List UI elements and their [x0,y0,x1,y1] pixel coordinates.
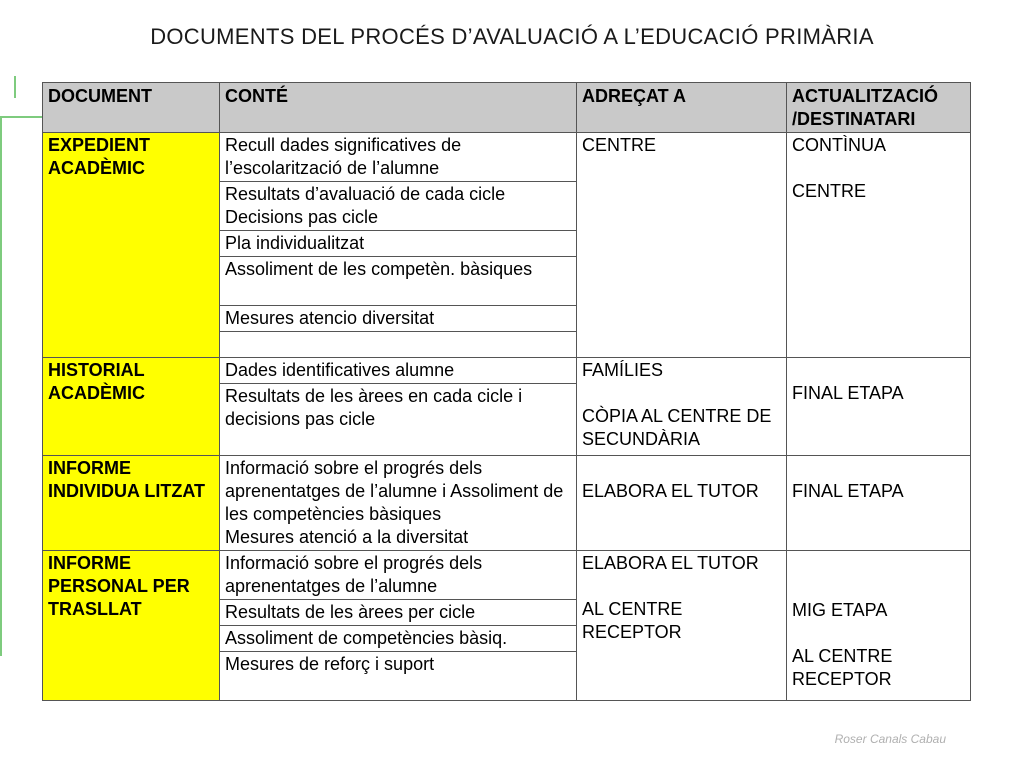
page-title: DOCUMENTS DEL PROCÉS D’AVALUACIÓ A L’EDUCACIÓ PRIMÀRIA [150,24,874,49]
conte-cell: Dades identificatives alumne [220,358,577,384]
doc-individualitzat: INFORME INDIVIDUA LITZAT [43,456,220,551]
conte-cell: Pla individualitzat [220,231,577,257]
conte-cell: Recull dades significatives de l’escolarització de l’alumne [220,133,577,182]
conte-cell: Resultats d’avaluació de cada cicle Decisions pas cicle [220,182,577,231]
adrecat-cell: ELABORA EL TUTOR [577,456,787,551]
actualitzacio-cell: CONTÌNUA CENTRE [787,133,971,358]
documents-table [42,82,971,701]
decorative-line [14,76,16,98]
actualitzacio-cell: MIG ETAPA AL CENTRE RECEPTOR [787,551,971,701]
conte-cell: Assoliment de competències bàsiq. [220,626,577,652]
conte-cell: Informació sobre el progrés dels aprenentatges de l’alumne [220,551,577,600]
adrecat-cell: CENTRE [577,133,787,358]
conte-cell: Resultats de les àrees per cicle [220,600,577,626]
actualitzacio-cell: FINAL ETAPA [787,456,971,551]
conte-cell: Mesures atencio diversitat [220,306,577,332]
adrecat-cell: FAMÍLIES CÒPIA AL CENTRE DE SECUNDÀRIA [577,358,787,456]
doc-trasllat: INFORME PERSONAL PER TRASLLAT [43,551,220,701]
decorative-bracket [0,116,44,656]
header-conte: CONTÉ [220,83,577,133]
table-row [43,551,971,600]
conte-cell: Mesures de reforç i suport [220,652,577,701]
header-adrecat: ADREÇAT A [577,83,787,133]
author-credit: Roser Canals Cabau [834,732,946,746]
table-row [43,133,971,182]
table-row [43,456,971,551]
header-document: DOCUMENT [43,83,220,133]
conte-cell: Resultats de les àrees en cada cicle i decisions pas cicle [220,384,577,456]
doc-expedient: EXPEDIENT ACADÈMIC [43,133,220,358]
header-actualitzacio: ACTUALITZACIÓ /DESTINATARI [787,83,971,133]
adrecat-cell: ELABORA EL TUTOR AL CENTRE RECEPTOR [577,551,787,701]
conte-cell: Informació sobre el progrés dels aprenentatges de l’alumne i Assoliment de les competències bàsiques Mesures atenció a la diversitat [220,456,577,551]
header-row [43,83,971,133]
table-row [43,358,971,384]
doc-historial: HISTORIAL ACADÈMIC [43,358,220,456]
actualitzacio-cell: FINAL ETAPA [787,358,971,456]
conte-cell-empty [220,332,577,358]
conte-cell: Assoliment de les competèn. bàsiques [220,257,577,306]
